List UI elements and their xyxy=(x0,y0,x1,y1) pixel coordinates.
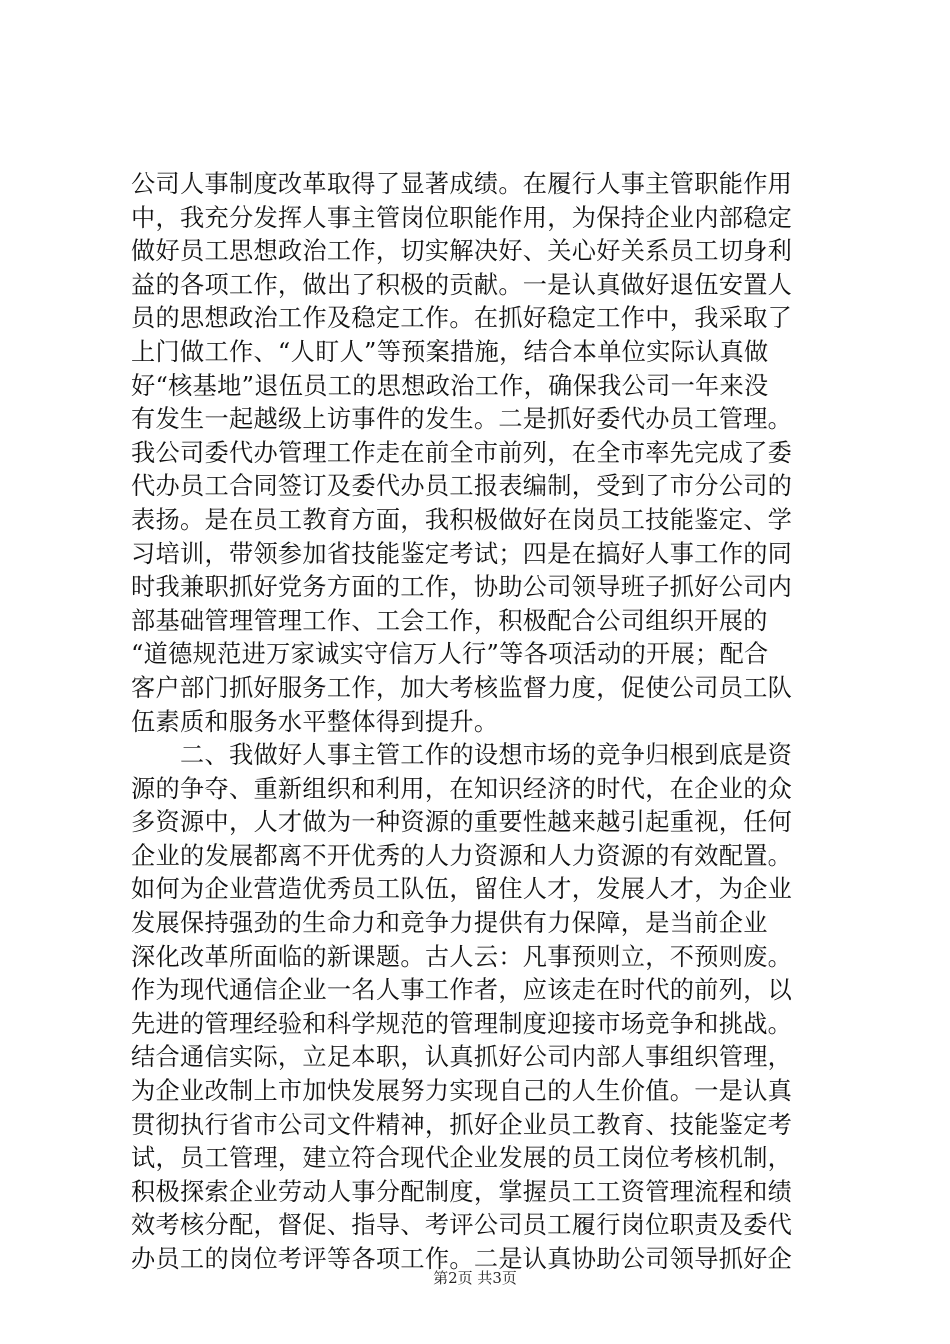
text-line: 为企业改制上市加快发展努力实现自己的人生价值。一是认真 xyxy=(131,1077,793,1106)
text-line: 发展保持强劲的生命力和竞争力提供有力保障，是当前企业 xyxy=(131,909,768,938)
text-line: 代办员工合同签订及委代办员工报表编制，受到了市分公司的 xyxy=(131,472,793,501)
text-line: 中，我充分发挥人事主管岗位职能作用，为保持企业内部稳定 xyxy=(131,203,793,232)
text-line: 部基础管理管理工作、工会工作，积极配合公司组织开展的 xyxy=(131,606,768,635)
text-line: 时我兼职抓好党务方面的工作，协助公司领导班子抓好公司内 xyxy=(131,573,793,602)
text-line: 作为现代通信企业一名人事工作者，应该走在时代的前列，以 xyxy=(131,976,793,1005)
text-line: 益的各项工作，做出了积极的贡献。一是认真做好退伍安置人 xyxy=(131,270,793,299)
text-line: 办员工的岗位考评等各项工作。二是认真协助公司领导抓好企 xyxy=(131,1245,793,1273)
text-line: 企业的发展都离不开优秀的人力资源和人力资源的有效配置。 xyxy=(131,841,793,870)
text-line: 贯彻执行省市公司文件精神，抓好企业员工教育、技能鉴定考 xyxy=(131,1110,793,1139)
text-line: 习培训，带领参加省技能鉴定考试；四是在搞好人事工作的同 xyxy=(131,539,793,568)
text-line: 客户部门抓好服务工作，加大考核监督力度，促使公司员工队 xyxy=(131,673,793,702)
body-text xyxy=(131,168,821,1277)
text-line: 公司人事制度改革取得了显著成绩。在履行人事主管职能作用 xyxy=(131,170,793,198)
text-line: 源的争夺、重新组织和利用，在知识经济的时代，在企业的众 xyxy=(131,774,793,803)
text-line: 先进的管理经验和科学规范的管理制度迎接市场竞争和挑战。 xyxy=(131,1009,793,1038)
text-line: 试，员工管理，建立符合现代企业发展的员工岗位考核机制， xyxy=(131,1144,793,1173)
text-line: 深化改革所面临的新课题。古人云：凡事预则立，不预则废。 xyxy=(131,942,793,971)
text-line: 多资源中，人才做为一种资源的重要性越来越引起重视，任何 xyxy=(131,808,793,837)
text-line: 做好员工思想政治工作，切实解决好、关心好关系员工切身利 xyxy=(131,237,793,266)
text-line: 好“核基地”退伍员工的思想政治工作，确保我公司一年来没 xyxy=(131,371,769,400)
text-line: 如何为企业营造优秀员工队伍，留住人才，发展人才，为企业 xyxy=(131,875,793,904)
text-line: 员的思想政治工作及稳定工作。在抓好稳定工作中，我采取了 xyxy=(131,304,793,333)
page-footer: 第2页 共3页 xyxy=(433,1269,517,1287)
text-line: 伍素质和服务水平整体得到提升。 xyxy=(131,707,499,736)
text-line: 积极探索企业劳动人事分配制度，掌握员工工资管理流程和绩 xyxy=(131,1177,793,1206)
text-line: 我公司委代办管理工作走在前全市前列，在全市率先完成了委 xyxy=(131,438,793,467)
text-line: 有发生一起越级上访事件的发生。二是抓好委代办员工管理。 xyxy=(131,405,793,434)
text-line: 上门做工作、“人盯人”等预案措施，结合本单位实际认真做 xyxy=(131,337,769,366)
text-line: “道德规范进万家诚实守信万人行”等各项活动的开展；配合 xyxy=(131,640,769,669)
text-line: 表扬。是在员工教育方面，我积极做好在岗员工技能鉴定、学 xyxy=(131,505,793,534)
text-line: 效考核分配，督促、指导、考评公司员工履行岗位职责及委代 xyxy=(131,1211,793,1240)
text-line: 结合通信实际，立足本职，认真抓好公司内部人事组织管理， xyxy=(131,1043,793,1072)
text-line: 二、我做好人事主管工作的设想市场的竞争归根到底是资 xyxy=(131,741,793,770)
